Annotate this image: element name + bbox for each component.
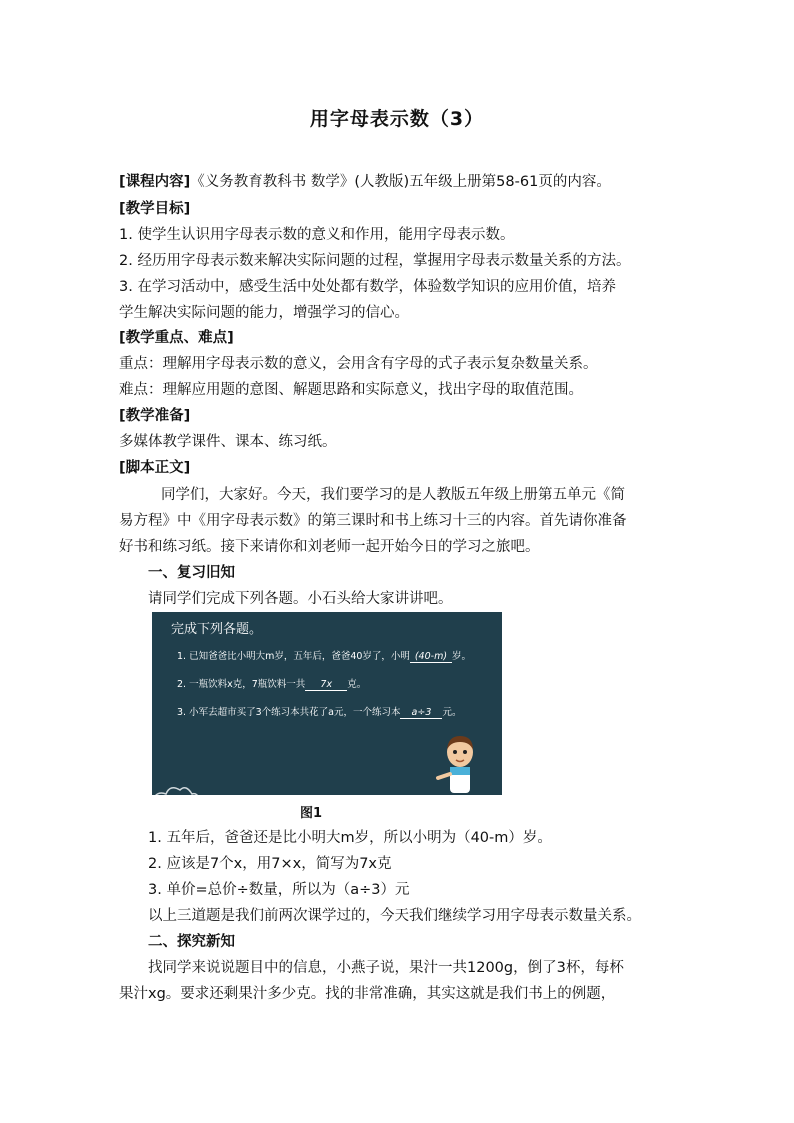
- answer-item: 2. 应该是7个x，用7×x，简写为7x克: [148, 856, 392, 872]
- script-heading: [脚本正文]: [119, 460, 191, 476]
- section1-heading: 一、复习旧知: [148, 565, 235, 581]
- figure-answer: a÷3: [400, 707, 442, 719]
- cloud-decoration: [152, 772, 212, 795]
- summary-text: 以上三道题是我们前两次课学过的，今天我们继续学习用字母表示数量关系。: [148, 908, 641, 924]
- figure-question-text: 元。: [442, 707, 462, 718]
- script-paragraph-line: 同学们，大家好。今天，我们要学习的是人教版五年级上册第五单元《简: [161, 487, 625, 503]
- keypoint-item: 重点：理解用字母表示数的意义，会用含有字母的式子表示复杂数量关系。: [119, 356, 598, 372]
- figure-answer: (40-m): [410, 651, 452, 663]
- figure-question-text: 岁。: [451, 651, 471, 662]
- script-paragraph-line: 好书和练习纸。接下来请你和刘老师一起开始今日的学习之旅吧。: [119, 539, 540, 555]
- figure-caption: 图1: [300, 806, 323, 821]
- cartoon-boy-illustration: [430, 730, 490, 795]
- figure-question-2: [177, 676, 366, 691]
- section2-line: 找同学来说说题目中的信息，小燕子说，果汁一共1200g，倒了3杯，每杯: [148, 960, 624, 976]
- prep-text: 多媒体教学课件、课本、练习纸。: [119, 434, 337, 450]
- section2-line: 果汁xg。要求还剩果汁多少克。找的非常准确，其实这就是我们书上的例题，: [119, 986, 616, 1002]
- script-paragraph-line: 易方程》中《用字母表示数》的第三课时和书上练习十三的内容。首先请你准备: [119, 513, 627, 529]
- goal-item: 学生解决实际问题的能力，增强学习的信心。: [119, 305, 409, 321]
- answer-item: 3. 单价=总价÷数量，所以为（a÷3）元: [148, 882, 410, 898]
- prep-heading: [教学准备]: [119, 408, 191, 424]
- figure-question-text: 2. 一瓶饮料x克，7瓶饮料一共: [177, 679, 306, 690]
- figure-question-text: 1. 已知爸爸比小明大m岁，五年后，爸爸40岁了，小明: [177, 651, 410, 662]
- goal-item: 2. 经历用字母表示数来解决实际问题的过程，掌握用字母表示数量关系的方法。: [119, 253, 631, 269]
- goals-heading: [教学目标]: [119, 201, 191, 217]
- figure-question-1: [177, 648, 471, 663]
- review-figure: [152, 612, 502, 795]
- section2-heading: 二、探究新知: [148, 934, 235, 950]
- goal-item: 1. 使学生认识用字母表示数的意义和作用，能用字母表示数。: [119, 227, 515, 243]
- goal-item: 3. 在学习活动中，感受生活中处处都有数学，体验数学知识的应用价值，培养: [119, 279, 616, 295]
- course-content-text: 《义务教育教科书 数学》(人教版)五年级上册第58-61页的内容。: [190, 174, 611, 190]
- figure-question-3: [177, 704, 461, 719]
- section1-intro: 请同学们完成下列各题。小石头给大家讲讲吧。: [148, 591, 453, 607]
- keypoints-heading: [教学重点、难点]: [119, 330, 234, 346]
- figure-question-text: 克。: [347, 679, 367, 690]
- keypoint-item: 难点：理解应用题的意图、解题思路和实际意义，找出字母的取值范围。: [119, 382, 583, 398]
- figure-title: 完成下列各题。: [171, 622, 263, 637]
- figure-question-text: 3. 小军去超市买了3个练习本共花了a元，一个练习本: [177, 707, 401, 718]
- answer-item: 1. 五年后，爸爸还是比小明大m岁，所以小明为（40-m）岁。: [148, 830, 552, 846]
- course-content-label: [课程内容]: [119, 174, 191, 190]
- figure-answer: 7x: [305, 679, 347, 691]
- course-content-line: [119, 172, 679, 192]
- document-title: 用字母表示数（3）: [309, 108, 485, 130]
